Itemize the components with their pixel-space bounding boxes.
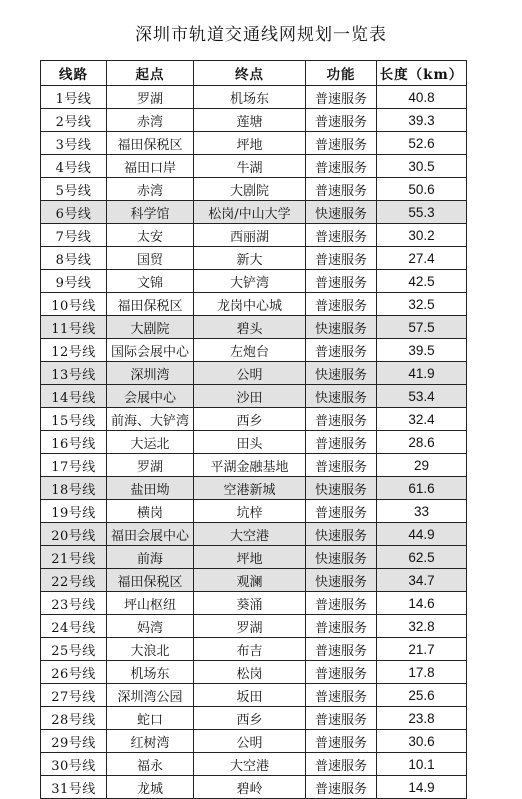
function-cell: 普速服务 [306,500,377,523]
header-function: 功能 [306,61,377,86]
line-cell: 12号线 [41,339,107,362]
table-row [41,776,467,799]
line-cell: 15号线 [41,408,107,431]
length-cell: 33 [377,500,467,523]
line-cell: 5号线 [41,178,107,201]
length-cell: 39.5 [377,339,467,362]
table-row [41,753,467,776]
table-row [41,431,467,454]
function-cell: 普速服务 [306,109,377,132]
line-cell: 30号线 [41,753,107,776]
line-cell: 6号线 [41,201,107,224]
table-row [41,362,467,385]
end-cell: 碧头 [194,316,306,339]
table-row [41,178,467,201]
length-cell: 10.1 [377,753,467,776]
length-cell: 32.8 [377,615,467,638]
length-cell: 57.5 [377,316,467,339]
start-cell: 大浪北 [107,638,194,661]
start-cell: 坪山枢纽 [107,592,194,615]
function-cell: 普速服务 [306,776,377,799]
function-cell: 快速服务 [306,201,377,224]
start-cell: 会展中心 [107,385,194,408]
line-cell: 21号线 [41,546,107,569]
table-row [41,684,467,707]
header-line: 线路 [41,61,107,86]
end-cell: 龙岗中心城 [194,293,306,316]
start-cell: 深圳湾 [107,362,194,385]
function-cell: 普速服务 [306,592,377,615]
end-cell: 观澜 [194,569,306,592]
line-cell: 10号线 [41,293,107,316]
line-cell: 28号线 [41,707,107,730]
table-body [41,86,467,799]
start-cell: 前海、大铲湾 [107,408,194,431]
length-cell: 32.5 [377,293,467,316]
end-cell: 机场东 [194,86,306,109]
table-row [41,615,467,638]
end-cell: 大剧院 [194,178,306,201]
function-cell: 普速服务 [306,638,377,661]
table-row [41,132,467,155]
line-cell: 8号线 [41,247,107,270]
length-cell: 32.4 [377,408,467,431]
start-cell: 机场东 [107,661,194,684]
function-cell: 快速服务 [306,546,377,569]
function-cell: 普速服务 [306,339,377,362]
start-cell: 福田保税区 [107,569,194,592]
table-row [41,730,467,753]
length-cell: 53.4 [377,385,467,408]
length-cell: 44.9 [377,523,467,546]
start-cell: 福田保税区 [107,293,194,316]
table-title: 深圳市轨道交通线网规划一览表 [135,25,387,45]
table-row [41,661,467,684]
end-cell: 坑梓 [194,500,306,523]
line-cell: 9号线 [41,270,107,293]
end-cell: 松岗/中山大学 [194,201,306,224]
line-cell: 11号线 [41,316,107,339]
end-cell: 西乡 [194,408,306,431]
function-cell: 普速服务 [306,454,377,477]
table-row [41,270,467,293]
function-cell: 普速服务 [306,661,377,684]
table-row [41,86,467,109]
function-cell: 快速服务 [306,477,377,500]
header-start: 起点 [107,61,194,86]
length-cell: 34.7 [377,569,467,592]
end-cell: 碧岭 [194,776,306,799]
end-cell: 坪地 [194,132,306,155]
function-cell: 普速服务 [306,224,377,247]
end-cell: 田头 [194,431,306,454]
end-cell: 坪地 [194,546,306,569]
function-cell: 普速服务 [306,753,377,776]
header-length: 长度（km） [377,61,467,86]
start-cell: 盐田坳 [107,477,194,500]
length-cell: 41.9 [377,362,467,385]
line-cell: 4号线 [41,155,107,178]
length-cell: 55.3 [377,201,467,224]
length-cell: 30.2 [377,224,467,247]
line-cell: 24号线 [41,615,107,638]
length-cell: 23.8 [377,707,467,730]
function-cell: 普速服务 [306,270,377,293]
start-cell: 妈湾 [107,615,194,638]
line-cell: 19号线 [41,500,107,523]
function-cell: 快速服务 [306,523,377,546]
table-row [41,500,467,523]
start-cell: 罗湖 [107,454,194,477]
length-cell: 42.5 [377,270,467,293]
start-cell: 龙城 [107,776,194,799]
function-cell: 普速服务 [306,178,377,201]
start-cell: 深圳湾公园 [107,684,194,707]
start-cell: 太安 [107,224,194,247]
line-cell: 7号线 [41,224,107,247]
end-cell: 新大 [194,247,306,270]
table-row [41,293,467,316]
line-cell: 27号线 [41,684,107,707]
length-cell: 25.6 [377,684,467,707]
line-cell: 14号线 [41,385,107,408]
length-cell: 21.7 [377,638,467,661]
table-row [41,454,467,477]
end-cell: 牛湖 [194,155,306,178]
line-cell: 22号线 [41,569,107,592]
metro-line-table [40,60,467,799]
line-cell: 17号线 [41,454,107,477]
function-cell: 普速服务 [306,408,377,431]
length-cell: 30.5 [377,155,467,178]
line-cell: 13号线 [41,362,107,385]
header-end: 终点 [194,61,306,86]
line-cell: 18号线 [41,477,107,500]
table-row [41,155,467,178]
table-row [41,477,467,500]
start-cell: 福田保税区 [107,132,194,155]
function-cell: 快速服务 [306,569,377,592]
function-cell: 快速服务 [306,316,377,339]
length-cell: 17.8 [377,661,467,684]
start-cell: 文锦 [107,270,194,293]
start-cell: 蛇口 [107,707,194,730]
line-cell: 2号线 [41,109,107,132]
start-cell: 大剧院 [107,316,194,339]
length-cell: 52.6 [377,132,467,155]
table-row [41,385,467,408]
start-cell: 福田会展中心 [107,523,194,546]
table-row [41,109,467,132]
function-cell: 普速服务 [306,684,377,707]
end-cell: 大空港 [194,753,306,776]
start-cell: 福田口岸 [107,155,194,178]
function-cell: 普速服务 [306,615,377,638]
end-cell: 罗湖 [194,615,306,638]
function-cell: 普速服务 [306,293,377,316]
start-cell: 国贸 [107,247,194,270]
line-cell: 29号线 [41,730,107,753]
line-cell: 3号线 [41,132,107,155]
length-cell: 14.9 [377,776,467,799]
table-row [41,339,467,362]
end-cell: 沙田 [194,385,306,408]
end-cell: 莲塘 [194,109,306,132]
line-cell: 25号线 [41,638,107,661]
table-row [41,638,467,661]
end-cell: 空港新城 [194,477,306,500]
end-cell: 公明 [194,362,306,385]
function-cell: 普速服务 [306,431,377,454]
end-cell: 大铲湾 [194,270,306,293]
table-row [41,408,467,431]
length-cell: 39.3 [377,109,467,132]
header-row [41,61,467,86]
function-cell: 普速服务 [306,155,377,178]
end-cell: 坂田 [194,684,306,707]
table-row [41,247,467,270]
line-cell: 26号线 [41,661,107,684]
length-cell: 61.6 [377,477,467,500]
line-cell: 23号线 [41,592,107,615]
table-row [41,592,467,615]
table-row [41,201,467,224]
table-row [41,707,467,730]
length-cell: 14.6 [377,592,467,615]
table-row [41,316,467,339]
end-cell: 布吉 [194,638,306,661]
table-row [41,569,467,592]
start-cell: 大运北 [107,431,194,454]
start-cell: 横岗 [107,500,194,523]
end-cell: 西乡 [194,707,306,730]
end-cell: 平湖金融基地 [194,454,306,477]
length-cell: 28.6 [377,431,467,454]
end-cell: 松岗 [194,661,306,684]
function-cell: 普速服务 [306,730,377,753]
function-cell: 普速服务 [306,247,377,270]
function-cell: 普速服务 [306,132,377,155]
function-cell: 普速服务 [306,86,377,109]
length-cell: 40.8 [377,86,467,109]
end-cell: 左炮台 [194,339,306,362]
table-row [41,523,467,546]
table-row [41,224,467,247]
start-cell: 国际会展中心 [107,339,194,362]
line-cell: 1号线 [41,86,107,109]
start-cell: 赤湾 [107,109,194,132]
start-cell: 科学馆 [107,201,194,224]
length-cell: 27.4 [377,247,467,270]
start-cell: 红树湾 [107,730,194,753]
end-cell: 葵涌 [194,592,306,615]
end-cell: 西丽湖 [194,224,306,247]
table-row [41,546,467,569]
length-cell: 62.5 [377,546,467,569]
line-cell: 20号线 [41,523,107,546]
start-cell: 前海 [107,546,194,569]
start-cell: 福永 [107,753,194,776]
start-cell: 罗湖 [107,86,194,109]
function-cell: 快速服务 [306,385,377,408]
end-cell: 公明 [194,730,306,753]
length-cell: 29 [377,454,467,477]
start-cell: 赤湾 [107,178,194,201]
function-cell: 普速服务 [306,707,377,730]
length-cell: 50.6 [377,178,467,201]
line-cell: 31号线 [41,776,107,799]
function-cell: 快速服务 [306,362,377,385]
line-cell: 16号线 [41,431,107,454]
length-cell: 30.6 [377,730,467,753]
end-cell: 大空港 [194,523,306,546]
